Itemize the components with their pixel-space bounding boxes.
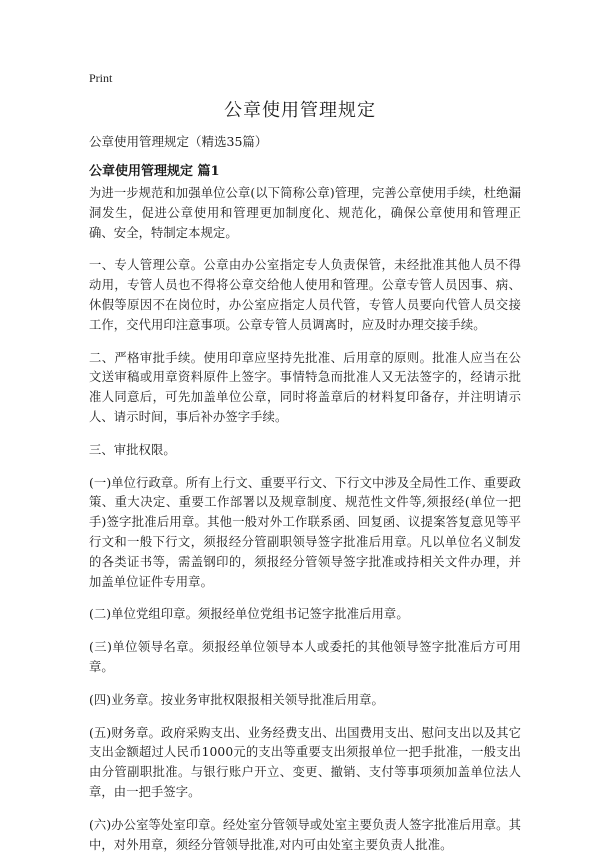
page-title: 公章使用管理规定	[224, 100, 376, 121]
paragraph-intro: 为进一步规范和加强单位公章(以下简称公章)管理，完善公章使用手续，杜绝漏洞发生，促进公章使用和管理更加制度化、规范化，确保公章使用和管理正确、安全，特制定本规定。	[89, 186, 521, 240]
paragraph-3-3: (三)单位领导名章。须报经单位领导本人或委托的其他领导签字批准后方可用章。	[89, 640, 521, 674]
paragraph-3-6: (六)办公室等处室印章。经处室分管领导或处室主要负责人签字批准后用章。其中，对外用章，须经分管领导批准,对内可由处室主要负责人批准。	[89, 817, 521, 852]
paragraph-1: 一、专人管理公章。公章由办公室指定专人负责保管，未经批准其他人员不得动用，专管人员也不得将公章交给他人使用和管理。公章专管人员因事、病、休假等原因不在岗位时，办公室应指定人员代管，专管人员要向代管人员交接工作，交代用印注意事项。公章专管人员调离时，应及时办理交接手续。	[89, 258, 521, 332]
paragraph-3-1: (一)单位行政章。所有上行文、重要平行文、下行文中涉及全局性工作、重要政策、重大决定、重要工作部署以及规章制度、规范性文件等,须报经(单位一把手)签字批准后用章。其他一般对外工作联系函、回复函、议提案答复意见等平行文和一般下行文，须报经分管副职领导签字批准后用章。凡以单位名义制发的各类证书等，需盖钢印的，须报经分管领导签字批准或持相关文件办理，并加盖单位证件专用章。	[89, 475, 521, 589]
paragraph-3: 三、审批权限。	[89, 442, 176, 457]
paragraph-2: 二、严格审批手续。使用印章应坚持先批准、后用章的原则。批准人应当在公文送审稿或用章资料原件上签字。事情特急而批准人又无法签字的，经请示批准人同意后，可先加盖单位公章，同时将盖章后的材料复印备存，并注明请示人、请示时间，事后补办签字手续。	[89, 350, 521, 424]
print-label[interactable]: Print	[89, 71, 113, 85]
document-subtitle: 公章使用管理规定（精选35篇）	[89, 134, 268, 149]
paragraph-3-2: (二)单位党组印章。须报经单位党组书记签字批准后用章。	[89, 607, 409, 622]
paragraph-3-5: (五)财务章。政府采购支出、业务经费支出、出国费用支出、慰问支出以及其它支出金额超过人民币1000元的支出等重要支出须报单位一把手批准，一般支出由分管副职批准。与银行账户开立、变更、撤销、支付等事项须加盖单位法人章，由一把手签字。	[89, 725, 521, 799]
document-body	[89, 184, 521, 868]
section-heading: 公章使用管理规定 篇1	[89, 164, 220, 179]
paragraph-3-4: (四)业务章。按业务审批权限报相关领导批准后用章。	[89, 692, 384, 707]
